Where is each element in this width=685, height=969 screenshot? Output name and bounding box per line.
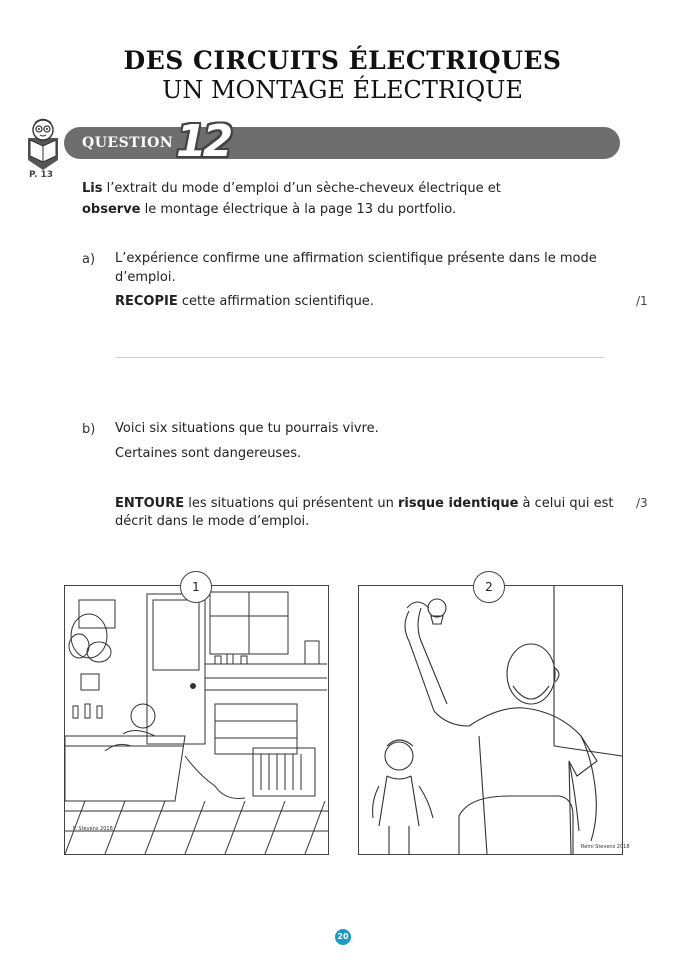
illustration-1[interactable] [64, 585, 329, 855]
reading-book-icon [24, 116, 62, 172]
part-a-score: /1 [636, 294, 648, 308]
page-reference: P. 13 [29, 170, 54, 180]
part-a-line-1: L’expérience confirme une affirmation scientifique présente dans le mode [115, 251, 597, 266]
illustration-2-number: 2 [473, 571, 505, 603]
part-a-letter: a) [82, 252, 96, 267]
illustration-1-number: 1 [180, 571, 212, 603]
page-title: DES CIRCUITS ÉLECTRIQUES [123, 46, 562, 75]
intro-line-1 [82, 178, 501, 199]
part-b-verb: ENTOURE [115, 496, 185, 511]
part-a-line-2: d’emploi. [115, 270, 176, 285]
part-a-instruction-text: cette affirmation scientifique. [177, 294, 374, 309]
part-b-letter: b) [82, 422, 96, 437]
part-b-text-after: à celui qui est [518, 496, 614, 511]
part-b-line-2: Certaines sont dangereuses. [115, 446, 302, 461]
intro-text-2: le montage électrique à la page 13 du portfolio. [140, 202, 457, 217]
part-b-text-before: les situations qui présentent un [184, 496, 399, 511]
part-a-verb: RECOPIE [115, 294, 178, 309]
page-number-badge: 20 [335, 929, 351, 945]
illustration-2-signature: Rémi Stevens 2018 [581, 844, 630, 850]
intro-line-2 [82, 199, 456, 220]
lightbulb-drawing [359, 586, 630, 854]
intro-verb-observe: observe [82, 202, 141, 217]
bathroom-drawing [65, 586, 328, 854]
question-label: QUESTION [82, 135, 174, 151]
part-b-line-1: Voici six situations que tu pourrais vivre. [115, 421, 379, 436]
intro-text-1: l’extrait du mode d’emploi d’un sèche-cheveux électrique et [102, 181, 501, 196]
part-b-emphasis: risque identique [398, 496, 519, 511]
part-b-score: /3 [636, 496, 648, 510]
answer-line[interactable] [116, 357, 604, 358]
illustration-2[interactable] [358, 585, 630, 855]
part-b-line-last: décrit dans le mode d’emploi. [115, 514, 310, 529]
illustration-1-signature: P. Stevens 2018 [73, 826, 113, 832]
intro-verb-lis: Lis [82, 181, 103, 196]
part-a-instruction [115, 291, 374, 312]
page-subtitle: UN MONTAGE ÉLECTRIQUE [162, 76, 523, 104]
question-number: 12 [176, 116, 230, 167]
